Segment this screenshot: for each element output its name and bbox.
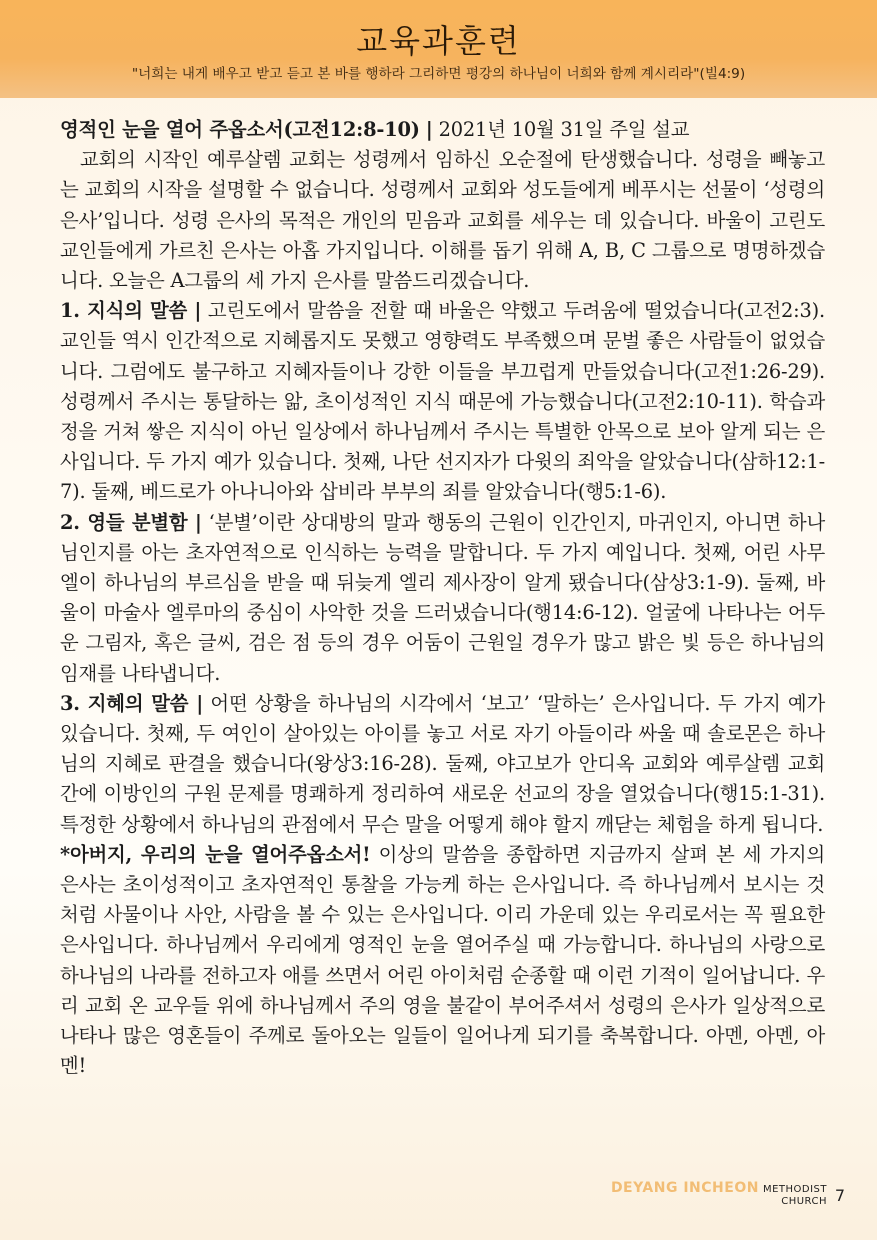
closing-heading: *아버지, 우리의 눈을 열어주옵소서! — [60, 842, 371, 866]
section-discernment-heading: 2. 영들 분별함 | — [60, 510, 202, 534]
sermon-content — [60, 115, 825, 1082]
section-wisdom-text: 어떤 상황을 하나님의 시각에서 ‘보고’ ‘말하는’ 은사입니다. 두 가지 예가 있습니다. 첫째, 두 여인이 살아있는 아이를 놓고 서로 자기 아들이라 싸울 때 솔로몬은 하나님의 지혜로 판결을 했습니다(왕상3:16-28). 둘째, 야고보가 안디옥 교회와 예루살렘 교회 간에 이방인의 구원 문제를 명쾌하게 정리하여 새로운 선교의 장을 열었습니다(행15:1-31). 특정한 상황에서 하나님의 관점에서 무슨 말을 어떻게 해야 할지 깨닫는 체험을 하게 됩니다. — [60, 691, 825, 836]
page-number: 7 — [834, 1186, 845, 1205]
church-name: DEYANG INCHEON — [610, 1180, 759, 1196]
header-verse: "너희는 내게 배우고 받고 듣고 본 바를 행하라 그리하면 평강의 하나님이 너희와 함께 계시리라"(빌4:9) — [131, 66, 746, 82]
section-knowledge-heading: 1. 지식의 말씀 | — [60, 299, 202, 323]
section-discernment-text: ‘분별’이란 상대방의 말과 행동의 근원이 인간인지, 마귀인지, 아니면 하나님인지를 아는 초자연적으로 인식하는 능력을 말합니다. 두 가지 예입니다. 첫째, 어린 사무엘이 하나님의 부르심을 받을 때 뒤늦게 엘리 제사장이 알게 됐습니다(삼상3:1-9). 둘째, 바울이 마술사 엘루마의 중심이 사악한 것을 드러냈습니다(행14:6-12). 얼굴에 나타나는 어두운 그림자, 혹은 글씨, 검은 점 등의 경우 어둠이 근원일 경우가 많고 밝은 빛 등은 하나님의 임재를 나타냅니다. — [60, 510, 825, 685]
church-logo — [587, 1180, 827, 1207]
section-wisdom — [60, 689, 825, 840]
title-separator: | — [425, 118, 433, 141]
church-sub: METHODIST CHURCH — [762, 1184, 827, 1207]
section-title: 교육과훈련 — [356, 22, 521, 60]
sermon-heading-line — [60, 115, 825, 145]
section-knowledge-text: 고린도에서 말씀을 전할 때 바울은 약했고 두려움에 떨었습니다(고전2:3). 교인들 역시 인간적으로 지혜롭지도 못했고 영향력도 부족했으며 문벌 좋은 사람들이 없었습니다. 그럼에도 불구하고 지혜자들이나 강한 이들을 부끄럽게 만들었습니다(고전1:26-29). 성령께서 주시는 통달하는 앎, 초이성적인 지식 때문에 가능했습니다(고전2:10-11). 학습과정을 거쳐 쌓은 지식이 아닌 일상에서 하나님께서 주시는 특별한 안목으로 보아 알게 되는 은사입니다. 두 가지 예가 있습니다. 첫째, 나단 선지자가 다윗의 죄악을 알았습니다(삼하12:1-7). 둘째, 베드로가 아나니아와 삽비라 부부의 죄를 알았습니다(행5:1-6). — [60, 299, 825, 504]
section-discernment — [60, 508, 825, 689]
section-knowledge — [60, 296, 825, 507]
sermon-date: 2021년 10월 31일 주일 설교 — [438, 118, 690, 141]
header-banner — [0, 0, 877, 98]
section-wisdom-heading: 3. 지혜의 말씀 | — [60, 691, 204, 715]
sermon-title: 영적인 눈을 열어 주옵소서(고전12:8-10) — [60, 118, 420, 141]
intro-paragraph: 교회의 시작인 예루살렘 교회는 성령께서 임하신 오순절에 탄생했습니다. 성령을 빼놓고는 교회의 시작을 설명할 수 없습니다. 성령께서 교회와 성도들에게 베푸시는 선물이 ‘성령의 은사’입니다. 성령 은사의 목적은 개인의 믿음과 교회를 세우는 데 있습니다. 바울이 고린도 교인들에게 가르친 은사는 아홉 가지입니다. 이해를 돕기 위해 A, B, C 그룹으로 명명하겠습니다. 오늘은 A그룹의 세 가지 은사를 말씀드리겠습니다. — [60, 148, 825, 293]
closing-text: 이상의 말씀을 종합하면 지금까지 살펴 본 세 가지의 은사는 초이성적이고 초자연적인 통찰을 가능케 하는 은사입니다. 즉 하나님께서 보시는 것처럼 사물이나 사안, 사람을 볼 수 있는 은사입니다. 이리 가운데 있는 우리로서는 꼭 필요한 은사입니다. 하나님께서 우리에게 영적인 눈을 열어주실 때 가능합니다. 하나님의 사랑으로 하나님의 나라를 전하고자 애를 쓰면서 어린 아이처럼 순종할 때 이런 기적이 일어납니다. 우리 교회 온 교우들 위에 하나님께서 주의 영을 불같이 부어주셔서 성령의 은사가 일상적으로 나타나 많은 영혼들이 주께로 돌아오는 일들이 일어나게 되기를 축복합니다. 아멘, 아멘, 아멘! — [60, 842, 825, 1078]
closing-paragraph — [60, 840, 825, 1082]
